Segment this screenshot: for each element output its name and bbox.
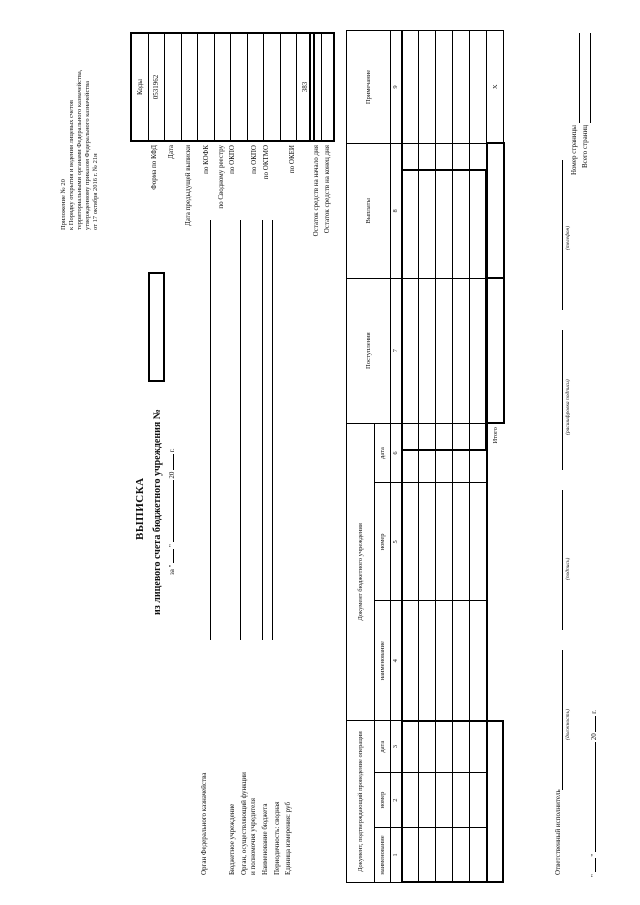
code-label-prev-date: Дата предыдущей выписки — [184, 145, 192, 227]
code-label-date: Дата — [167, 145, 175, 159]
total-payments[interactable] — [487, 143, 504, 278]
appendix-note — [60, 70, 100, 230]
header-operation-doc: Документ, подтверждающий проведение операции — [347, 721, 375, 883]
header-op-name: наименование — [375, 828, 391, 883]
codes-value-okei: 383 — [297, 33, 314, 141]
total-pages-label: Всего страниц — [581, 125, 589, 169]
col-num: 4 — [391, 601, 402, 721]
appendix-line: к Порядку открытия и ведения лицевых счетов — [68, 99, 75, 230]
codes-table — [130, 32, 315, 142]
balance-box[interactable] — [309, 32, 335, 142]
col-num: 2 — [391, 773, 402, 828]
header-op-date: дата — [375, 721, 391, 773]
account-number-box[interactable] — [148, 272, 165, 382]
signature-caption: (подпись) — [565, 557, 571, 580]
codes-value[interactable] — [231, 33, 248, 141]
col-num: 9 — [391, 31, 402, 144]
code-label-okpo: по ОКПО — [228, 145, 236, 174]
col-num: 6 — [391, 423, 402, 483]
balance-end-label: Остаток средств на конец дня — [323, 145, 331, 234]
codes-value[interactable] — [181, 33, 198, 141]
sign-date-quote-close: " — [590, 853, 598, 857]
total-receipts[interactable] — [487, 278, 504, 423]
codes-value[interactable] — [165, 33, 182, 141]
signature-date — [590, 710, 598, 877]
header-note: Примечание — [347, 31, 391, 144]
header-doc-number: номер — [375, 483, 391, 601]
code-label-kfd: Форма по КФД — [150, 145, 158, 190]
col-num: 5 — [391, 483, 402, 601]
label-founder-2: и полномочия учредителя — [249, 798, 257, 875]
header-receipts: Поступления — [347, 278, 391, 423]
codes-value[interactable] — [198, 33, 215, 141]
code-label-okpo-2: по ОКПО — [250, 145, 258, 174]
label-periodicity: Периодичность: сводная — [273, 801, 281, 875]
total-note: X — [487, 31, 504, 144]
balance-start-label: Остаток средств на начало дня — [312, 145, 320, 237]
label-founder-1: Орган, осуществляющий функции — [240, 772, 248, 875]
sign-year-prefix: 20 — [590, 733, 598, 741]
codes-value[interactable] — [214, 33, 231, 141]
document-subtitle: из лицевого счета бюджетного учреждения № — [152, 409, 163, 615]
date-suffix: г. — [168, 448, 176, 453]
header-institution-doc: Документ бюджетного учреждения — [347, 423, 375, 721]
label-unit: Единица измерения: руб — [284, 801, 292, 875]
date-prefix: за " — [168, 564, 176, 575]
code-label-registry: по Сводному реестру — [217, 145, 225, 209]
total-label: Итого — [487, 423, 504, 882]
header-doc-name: наименование — [375, 601, 391, 721]
appendix-line: утвержденному приказом Федерального казначейства — [84, 80, 91, 230]
sign-date-quote-open: " — [590, 874, 598, 877]
col-num: 7 — [391, 278, 402, 423]
sign-year-suffix: г. — [590, 709, 598, 714]
appendix-line: от 17 октября 2016 г. № 21н — [92, 153, 99, 230]
label-treasury-body: Орган Федерального казначейства — [200, 772, 208, 875]
date-year-prefix: 20 — [168, 471, 176, 479]
document-title: ВЫПИСКА — [134, 477, 146, 540]
codes-value[interactable] — [264, 33, 281, 141]
header-payments: Выплаты — [347, 143, 391, 278]
operation-data-frame — [401, 720, 504, 883]
decode-caption: (расшифровка подписи) — [565, 379, 571, 435]
codes-value[interactable] — [280, 33, 297, 141]
header-doc-date: дата — [375, 423, 391, 483]
codes-header: Коды — [131, 33, 148, 141]
phone-caption: (телефон) — [565, 225, 571, 250]
code-label-kofk: по КОФК — [202, 145, 210, 174]
page-number-label: Номер страницы — [570, 125, 578, 176]
executor-label: Ответственный исполнитель — [554, 789, 562, 875]
header-op-number: номер — [375, 773, 391, 828]
position-caption: (должность) — [565, 709, 571, 740]
statement-date — [168, 448, 176, 575]
label-budget-name: Наименование бюджета — [261, 803, 269, 875]
appendix-line: территориальными органами Федерального казначейства, — [76, 69, 83, 230]
codes-value-kfd: 0531962 — [148, 33, 165, 141]
col-num: 8 — [391, 143, 402, 278]
date-quote: " — [168, 544, 176, 548]
code-label-oktmo: по ОКТМО — [262, 145, 270, 180]
appendix-line: Приложение № 20 — [60, 179, 67, 230]
col-num: 3 — [391, 721, 402, 773]
label-budget-institution: Бюджетное учреждение — [228, 803, 236, 875]
codes-value[interactable] — [247, 33, 264, 141]
code-label-okei: по ОКЕИ — [288, 145, 296, 174]
amount-data-frame — [401, 169, 487, 451]
col-num: 1 — [391, 828, 402, 883]
